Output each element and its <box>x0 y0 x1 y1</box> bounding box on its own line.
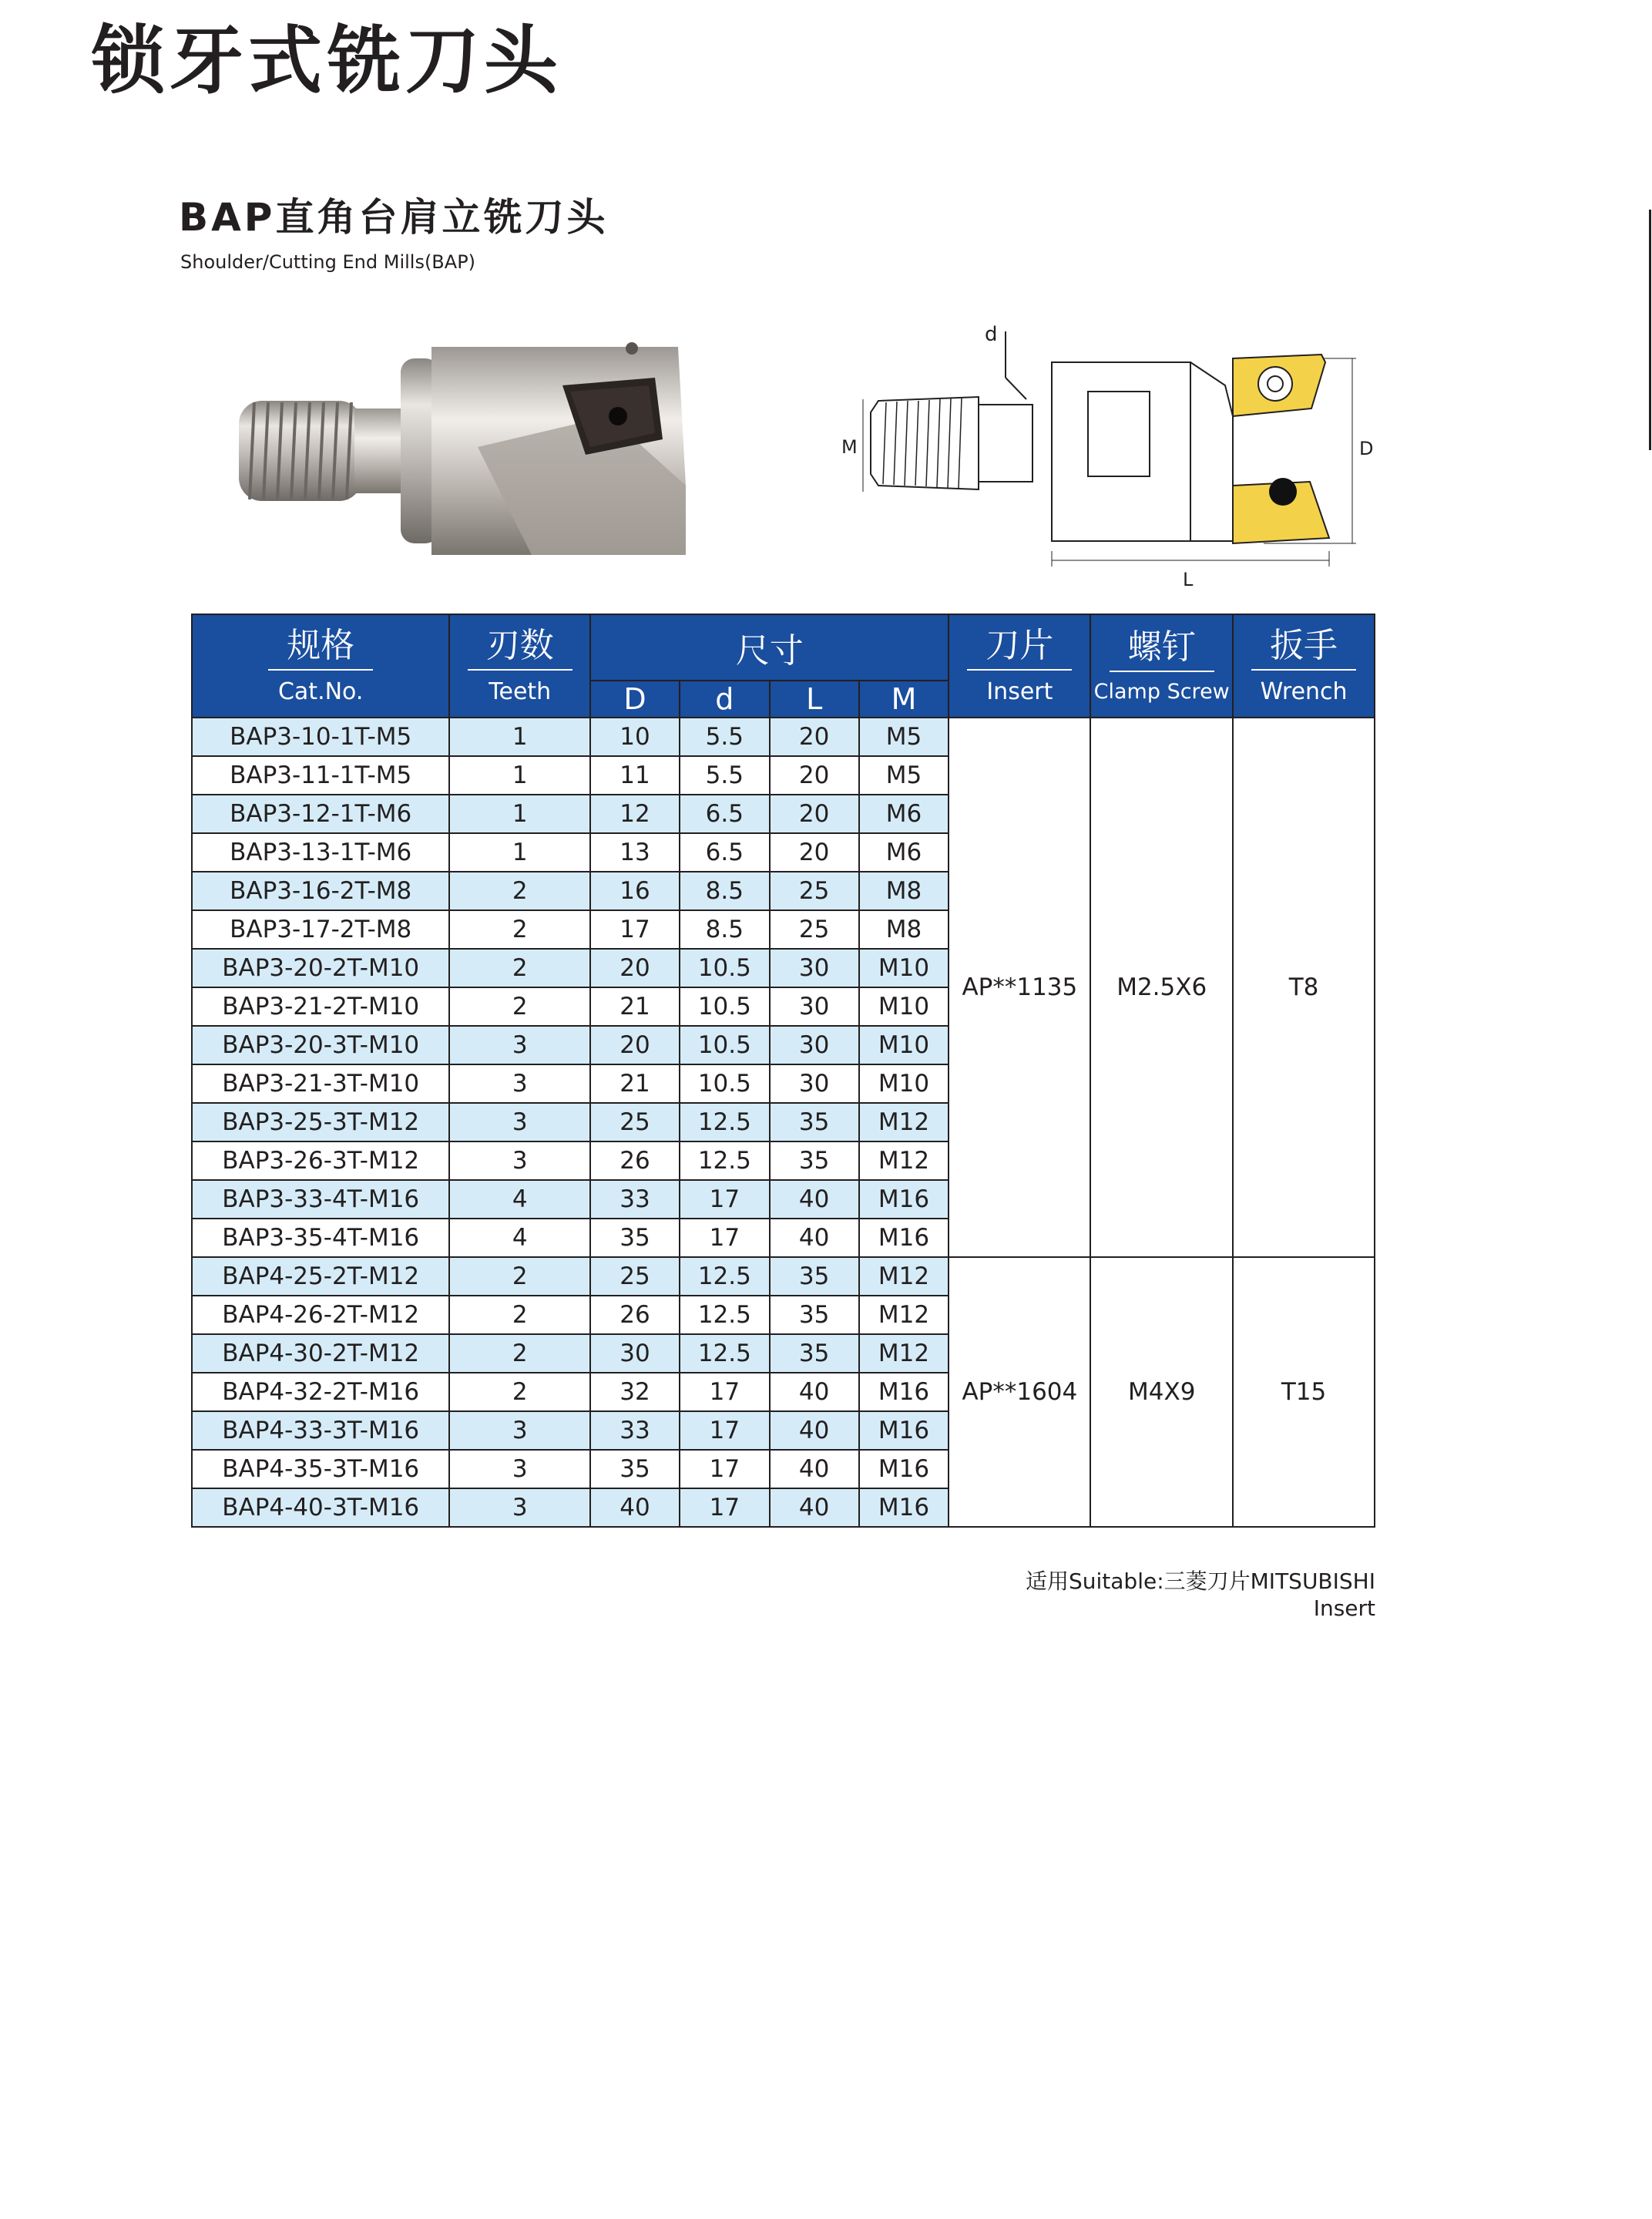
header-dim-L: L <box>770 681 859 718</box>
cell-teeth: 2 <box>449 949 590 987</box>
spec-table <box>191 614 1375 1528</box>
page-title: 锁牙式铣刀头 <box>91 18 562 104</box>
cell-dim-D: 32 <box>590 1373 680 1411</box>
cell-dim-L: 40 <box>770 1219 859 1257</box>
cell-cat-no: BAP3-20-2T-M10 <box>192 949 449 987</box>
cell-teeth: 3 <box>449 1064 590 1103</box>
cell-cat-no: BAP3-21-3T-M10 <box>192 1064 449 1103</box>
cell-dim-M: M16 <box>859 1450 949 1488</box>
cell-cat-no: BAP3-21-2T-M10 <box>192 987 449 1026</box>
cell-dim-L: 40 <box>770 1488 859 1527</box>
header-size-cn: 尺寸 <box>735 631 804 671</box>
cell-dim-L: 35 <box>770 1296 859 1334</box>
cell-dim-M: M6 <box>859 795 949 833</box>
cell-dim-D: 20 <box>590 949 680 987</box>
cell-cat-no: BAP4-25-2T-M12 <box>192 1257 449 1296</box>
cell-cat-no: BAP4-33-3T-M16 <box>192 1411 449 1450</box>
header-insert-cn: 刀片 <box>967 627 1072 671</box>
cell-dim-L: 30 <box>770 987 859 1026</box>
cell-dim-M: M16 <box>859 1488 949 1527</box>
cell-dim-D: 25 <box>590 1257 680 1296</box>
cell-dim-L: 35 <box>770 1257 859 1296</box>
cell-dim-d: 6.5 <box>680 795 770 833</box>
cell-teeth: 1 <box>449 833 590 872</box>
header-dim-D: D <box>590 681 680 718</box>
cell-dim-D: 35 <box>590 1219 680 1257</box>
label-M: M <box>841 436 858 458</box>
cell-dim-d: 17 <box>680 1219 770 1257</box>
cell-dim-d: 12.5 <box>680 1103 770 1141</box>
cell-dim-D: 25 <box>590 1103 680 1141</box>
cell-cat-no: BAP3-35-4T-M16 <box>192 1219 449 1257</box>
cell-dim-D: 40 <box>590 1488 680 1527</box>
header-dim-d: d <box>680 681 770 718</box>
cell-dim-D: 10 <box>590 718 680 756</box>
cell-teeth: 3 <box>449 1103 590 1141</box>
header-wrench-cn: 扳手 <box>1251 627 1356 671</box>
cell-cat-no: BAP4-35-3T-M16 <box>192 1450 449 1488</box>
cell-teeth: 2 <box>449 987 590 1026</box>
header-teeth-en: Teeth <box>489 677 552 705</box>
cell-dim-M: M5 <box>859 756 949 795</box>
cell-teeth: 3 <box>449 1411 590 1450</box>
cell-teeth: 1 <box>449 795 590 833</box>
cell-dim-d: 12.5 <box>680 1334 770 1373</box>
cell-cat-no: BAP4-26-2T-M12 <box>192 1296 449 1334</box>
label-L: L <box>1183 569 1194 586</box>
cell-dim-L: 20 <box>770 833 859 872</box>
cell-cat-no: BAP4-30-2T-M12 <box>192 1334 449 1373</box>
cell-dim-d: 10.5 <box>680 987 770 1026</box>
table-row <box>192 1257 1375 1296</box>
cell-dim-M: M6 <box>859 833 949 872</box>
cell-dim-D: 33 <box>590 1180 680 1219</box>
cell-dim-L: 30 <box>770 1064 859 1103</box>
header-teeth <box>449 614 590 718</box>
cell-dim-L: 40 <box>770 1180 859 1219</box>
cell-dim-M: M5 <box>859 718 949 756</box>
cell-dim-L: 35 <box>770 1103 859 1141</box>
cell-dim-M: M12 <box>859 1257 949 1296</box>
cell-dim-d: 17 <box>680 1488 770 1527</box>
cell-cat-no: BAP3-13-1T-M6 <box>192 833 449 872</box>
cell-cat-no: BAP3-25-3T-M12 <box>192 1103 449 1141</box>
cell-dim-d: 10.5 <box>680 1026 770 1064</box>
cell-dim-d: 6.5 <box>680 833 770 872</box>
cell-teeth: 2 <box>449 1373 590 1411</box>
cell-teeth: 3 <box>449 1026 590 1064</box>
cell-dim-d: 17 <box>680 1450 770 1488</box>
cell-dim-M: M16 <box>859 1219 949 1257</box>
cell-dim-L: 30 <box>770 1026 859 1064</box>
cell-wrench: T15 <box>1233 1257 1375 1527</box>
cell-cat-no: BAP3-26-3T-M12 <box>192 1141 449 1180</box>
header-screw <box>1090 614 1233 718</box>
cell-dim-M: M10 <box>859 1026 949 1064</box>
cell-dim-M: M8 <box>859 910 949 949</box>
page-edge-mark <box>1649 210 1651 450</box>
product-photo <box>223 331 717 570</box>
cell-dim-D: 21 <box>590 987 680 1026</box>
cell-dim-D: 30 <box>590 1334 680 1373</box>
cell-dim-L: 25 <box>770 910 859 949</box>
cell-dim-D: 26 <box>590 1141 680 1180</box>
header-spec <box>192 614 449 718</box>
cell-cat-no: BAP3-10-1T-M5 <box>192 718 449 756</box>
cell-dim-M: M12 <box>859 1334 949 1373</box>
cell-dim-L: 30 <box>770 949 859 987</box>
cell-dim-M: M16 <box>859 1373 949 1411</box>
cell-teeth: 3 <box>449 1450 590 1488</box>
cell-cat-no: BAP4-32-2T-M16 <box>192 1373 449 1411</box>
cell-dim-D: 17 <box>590 910 680 949</box>
cell-cat-no: BAP3-17-2T-M8 <box>192 910 449 949</box>
cell-dim-d: 17 <box>680 1373 770 1411</box>
cell-dim-d: 17 <box>680 1180 770 1219</box>
cell-cat-no: BAP3-11-1T-M5 <box>192 756 449 795</box>
cell-dim-D: 16 <box>590 872 680 910</box>
footnote: 适用Suitable:三菱刀片MITSUBISHI Insert <box>1026 1568 1375 1621</box>
cell-dim-d: 8.5 <box>680 910 770 949</box>
cell-cat-no: BAP3-20-3T-M10 <box>192 1026 449 1064</box>
cell-dim-D: 12 <box>590 795 680 833</box>
cell-dim-L: 20 <box>770 718 859 756</box>
cell-teeth: 3 <box>449 1488 590 1527</box>
cell-dim-M: M12 <box>859 1296 949 1334</box>
label-d: d <box>985 323 998 346</box>
header-spec-en: Cat.No. <box>277 677 364 705</box>
header-screw-en: Clamp Screw <box>1093 679 1230 704</box>
header-size <box>590 614 949 681</box>
cell-dim-M: M12 <box>859 1103 949 1141</box>
cell-insert: AP**1135 <box>949 718 1090 1257</box>
cell-dim-M: M16 <box>859 1180 949 1219</box>
cell-dim-L: 20 <box>770 756 859 795</box>
header-wrench-en: Wrench <box>1260 677 1348 705</box>
section-title: BAP直角台肩立铣刀头 <box>179 195 609 240</box>
cell-teeth: 4 <box>449 1180 590 1219</box>
header-insert <box>949 614 1090 718</box>
cell-cat-no: BAP3-33-4T-M16 <box>192 1180 449 1219</box>
cell-dim-M: M10 <box>859 1064 949 1103</box>
cell-dim-L: 40 <box>770 1450 859 1488</box>
cell-dim-d: 8.5 <box>680 872 770 910</box>
cell-screw: M4X9 <box>1090 1257 1233 1527</box>
cell-teeth: 3 <box>449 1141 590 1180</box>
cell-dim-M: M10 <box>859 987 949 1026</box>
header-dim-M: M <box>859 681 949 718</box>
header-teeth-cn: 刃数 <box>468 627 572 671</box>
cell-cat-no: BAP3-12-1T-M6 <box>192 795 449 833</box>
cell-teeth: 4 <box>449 1219 590 1257</box>
cell-dim-M: M16 <box>859 1411 949 1450</box>
cell-dim-L: 35 <box>770 1334 859 1373</box>
cell-dim-M: M10 <box>859 949 949 987</box>
label-D: D <box>1359 438 1374 459</box>
section-subtitle: Shoulder/Cutting End Mills(BAP) <box>180 251 476 273</box>
header-insert-en: Insert <box>986 677 1053 705</box>
technical-drawing <box>832 301 1387 586</box>
cell-teeth: 1 <box>449 756 590 795</box>
cell-cat-no: BAP3-16-2T-M8 <box>192 872 449 910</box>
cell-teeth: 2 <box>449 910 590 949</box>
header-screw-cn: 螺钉 <box>1110 628 1214 672</box>
header-spec-cn: 规格 <box>268 627 373 671</box>
cell-cat-no: BAP4-40-3T-M16 <box>192 1488 449 1527</box>
cell-teeth: 2 <box>449 1257 590 1296</box>
cell-wrench: T8 <box>1233 718 1375 1257</box>
cell-insert: AP**1604 <box>949 1257 1090 1527</box>
cell-dim-D: 33 <box>590 1411 680 1450</box>
cell-teeth: 1 <box>449 718 590 756</box>
cell-dim-d: 10.5 <box>680 1064 770 1103</box>
cell-dim-D: 26 <box>590 1296 680 1334</box>
cell-dim-L: 40 <box>770 1373 859 1411</box>
cell-dim-D: 20 <box>590 1026 680 1064</box>
cell-dim-d: 17 <box>680 1411 770 1450</box>
cell-dim-d: 5.5 <box>680 756 770 795</box>
header-wrench <box>1233 614 1375 718</box>
cell-dim-M: M12 <box>859 1141 949 1180</box>
cell-dim-L: 35 <box>770 1141 859 1180</box>
cell-screw: M2.5X6 <box>1090 718 1233 1257</box>
cell-dim-d: 5.5 <box>680 718 770 756</box>
spec-table-body <box>192 718 1375 1527</box>
table-row <box>192 718 1375 756</box>
cell-dim-M: M8 <box>859 872 949 910</box>
cell-dim-L: 25 <box>770 872 859 910</box>
cell-dim-d: 12.5 <box>680 1257 770 1296</box>
cell-dim-D: 21 <box>590 1064 680 1103</box>
cell-dim-D: 13 <box>590 833 680 872</box>
cell-dim-L: 40 <box>770 1411 859 1450</box>
cell-dim-d: 12.5 <box>680 1296 770 1334</box>
cell-teeth: 2 <box>449 872 590 910</box>
cell-dim-D: 11 <box>590 756 680 795</box>
cell-teeth: 2 <box>449 1334 590 1373</box>
cell-dim-d: 10.5 <box>680 949 770 987</box>
cell-dim-D: 35 <box>590 1450 680 1488</box>
cell-teeth: 2 <box>449 1296 590 1334</box>
cell-dim-d: 12.5 <box>680 1141 770 1180</box>
cell-dim-L: 20 <box>770 795 859 833</box>
